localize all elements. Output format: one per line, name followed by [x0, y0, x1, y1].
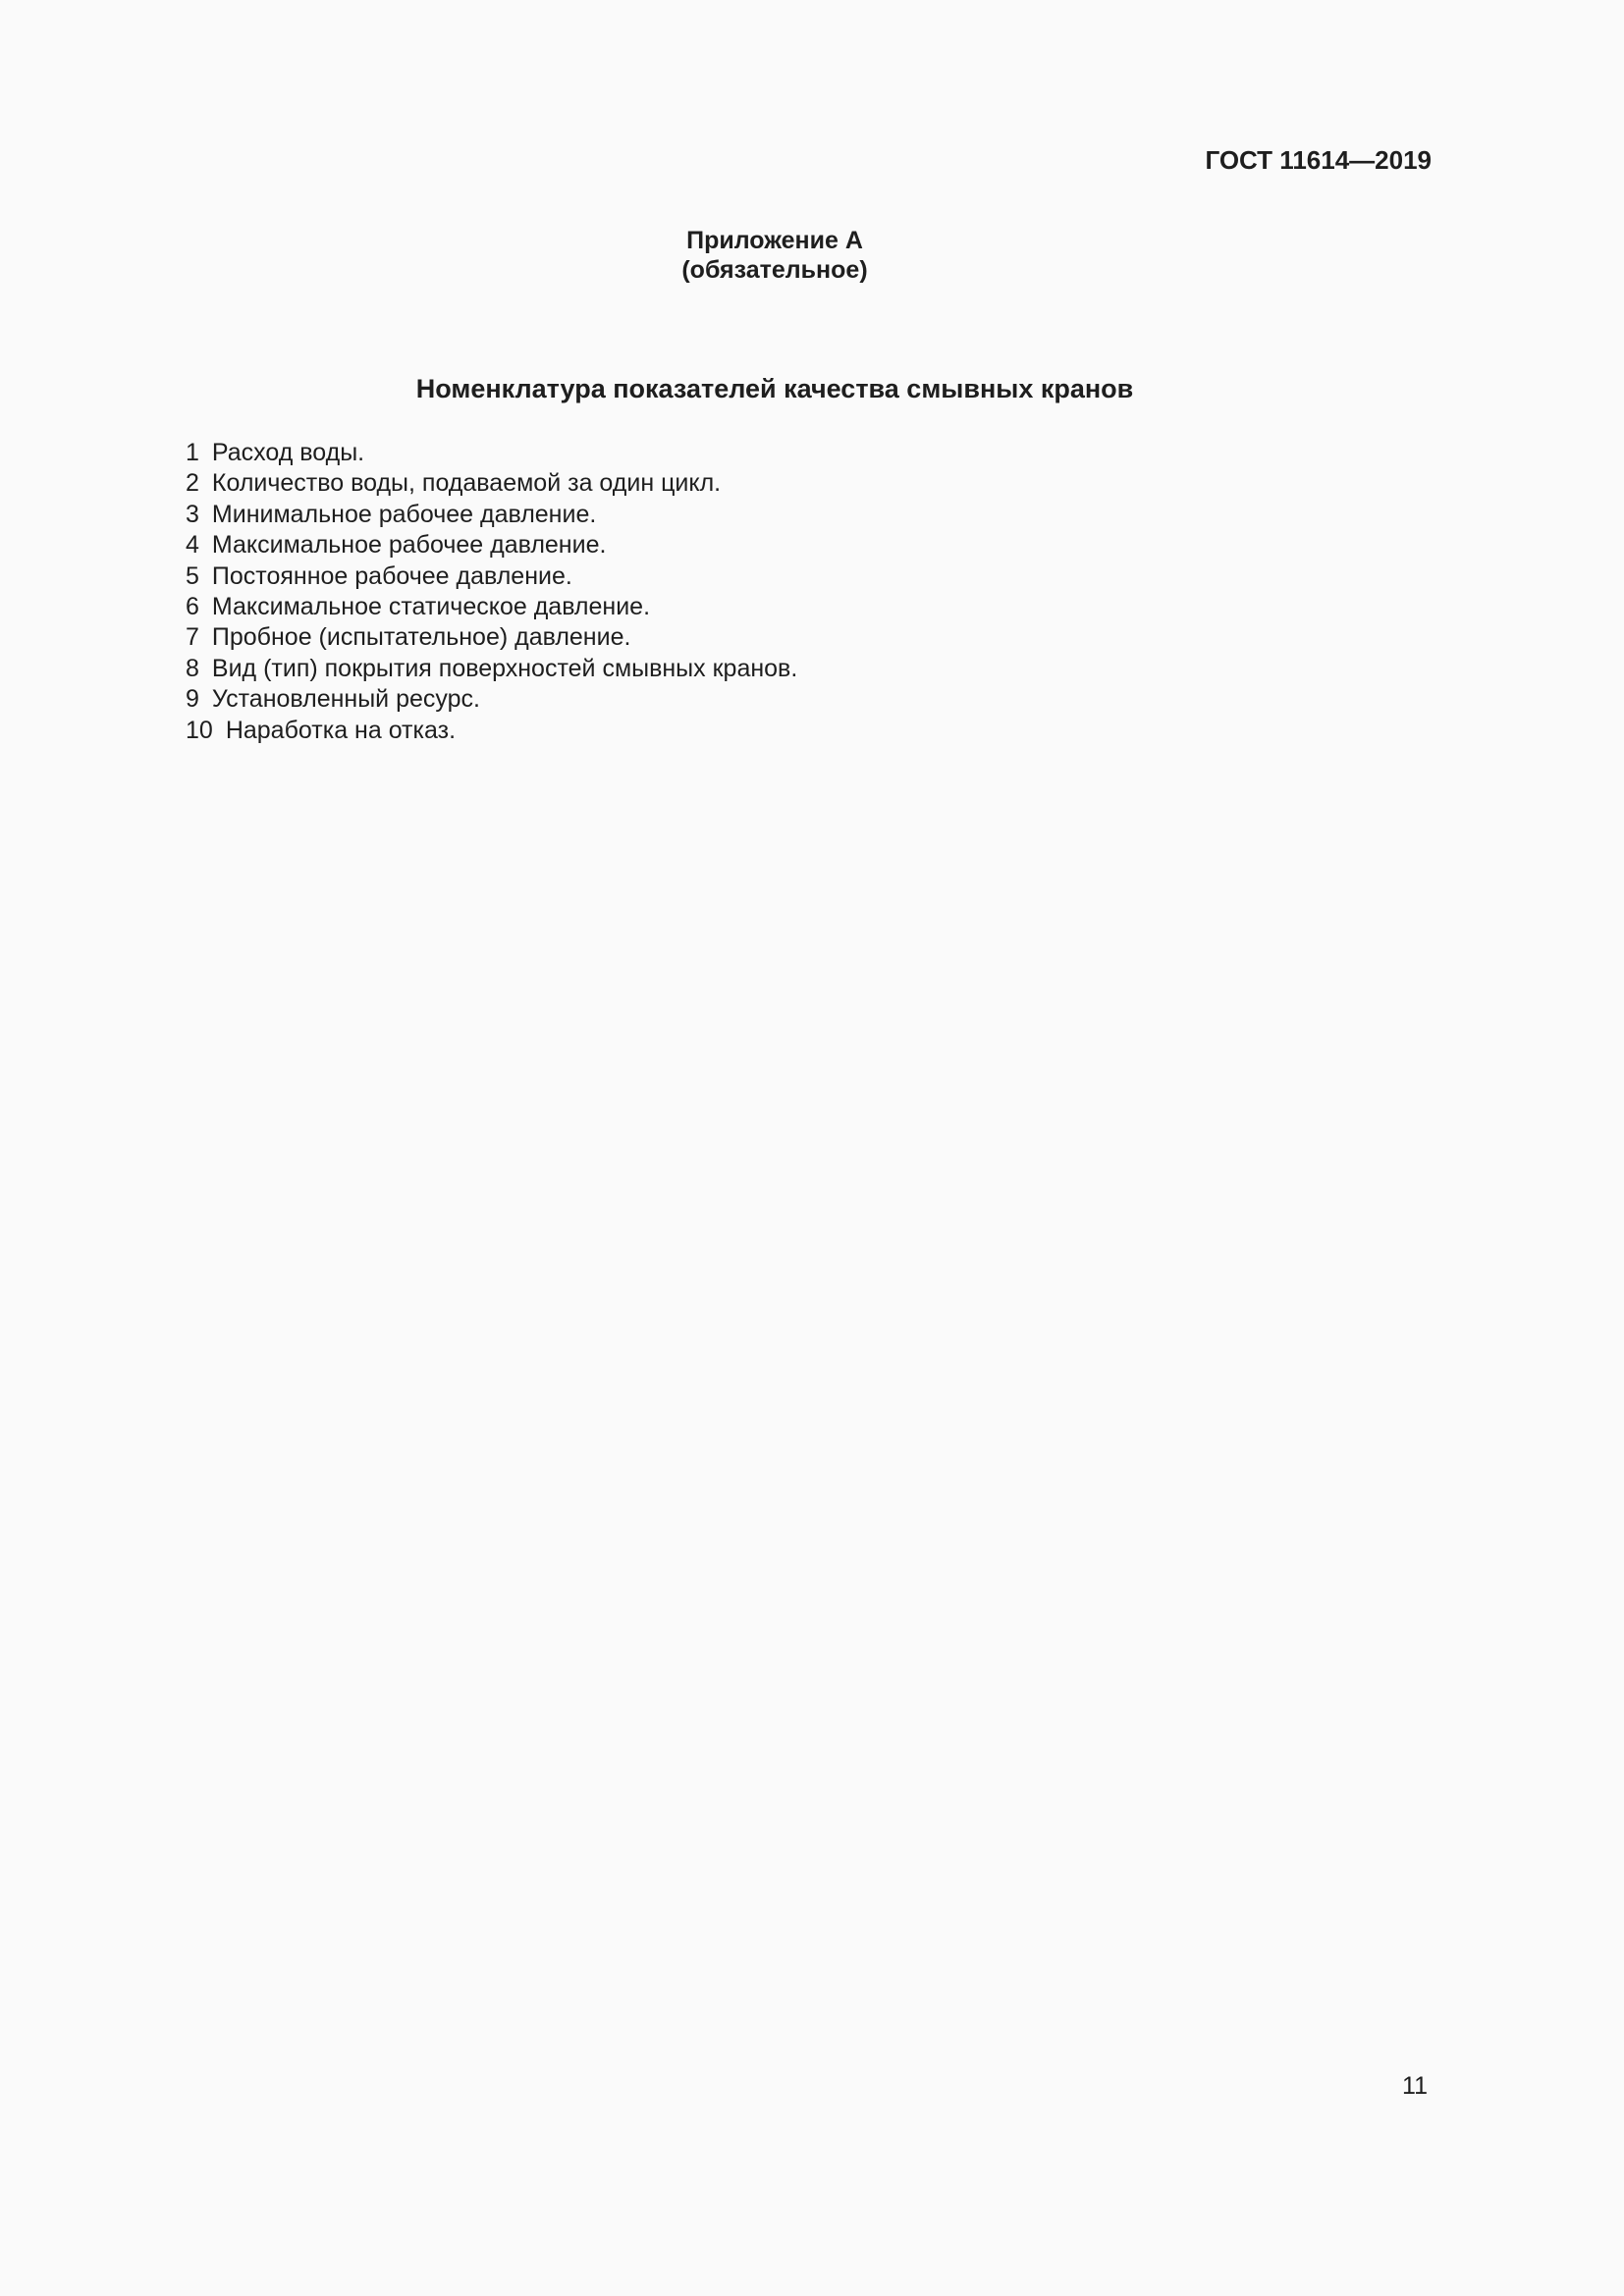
item-text: Минимальное рабочее давление. — [211, 500, 597, 528]
item-number: 4 — [186, 531, 199, 560]
section-title: Номенклатура показателей качества смывных кранов — [415, 374, 1134, 403]
item-number: 9 — [186, 685, 199, 714]
item-number: 8 — [186, 654, 199, 682]
list-item — [186, 684, 797, 715]
item-text: Наработка на отказ. — [225, 716, 457, 744]
list-item — [186, 622, 797, 653]
item-text: Постоянное рабочее давление. — [211, 561, 572, 590]
item-text: Расход воды. — [211, 439, 365, 466]
list-item — [186, 561, 797, 592]
indicator-list — [186, 438, 797, 746]
appendix-status: (обязательное) — [681, 256, 868, 284]
item-text: Установленный ресурс. — [211, 685, 480, 714]
item-number: 2 — [186, 469, 199, 498]
appendix-heading — [0, 226, 1549, 285]
list-item — [186, 530, 797, 561]
item-text: Количество воды, подаваемой за один цикл. — [211, 469, 722, 498]
item-number: 5 — [186, 561, 199, 590]
page-number: 11 — [1402, 2072, 1428, 2100]
item-text: Максимальное статическое давление. — [211, 593, 651, 621]
list-item — [186, 716, 797, 746]
list-item — [186, 438, 797, 468]
item-text: Максимальное рабочее давление. — [211, 531, 607, 560]
item-text: Вид (тип) покрытия поверхностей смывных кранов. — [211, 654, 798, 682]
item-number: 6 — [186, 593, 199, 621]
item-number: 7 — [186, 623, 199, 652]
list-item — [186, 468, 797, 499]
item-number: 10 — [186, 716, 213, 744]
list-item — [186, 654, 797, 684]
item-number: 3 — [186, 500, 199, 528]
item-number: 1 — [186, 439, 199, 466]
document-code: ГОСТ 11614—2019 — [1205, 145, 1432, 175]
list-item — [186, 592, 797, 622]
item-text: Пробное (испытательное) давление. — [211, 623, 631, 652]
appendix-title: Приложение А — [686, 227, 863, 254]
list-item — [186, 500, 797, 530]
